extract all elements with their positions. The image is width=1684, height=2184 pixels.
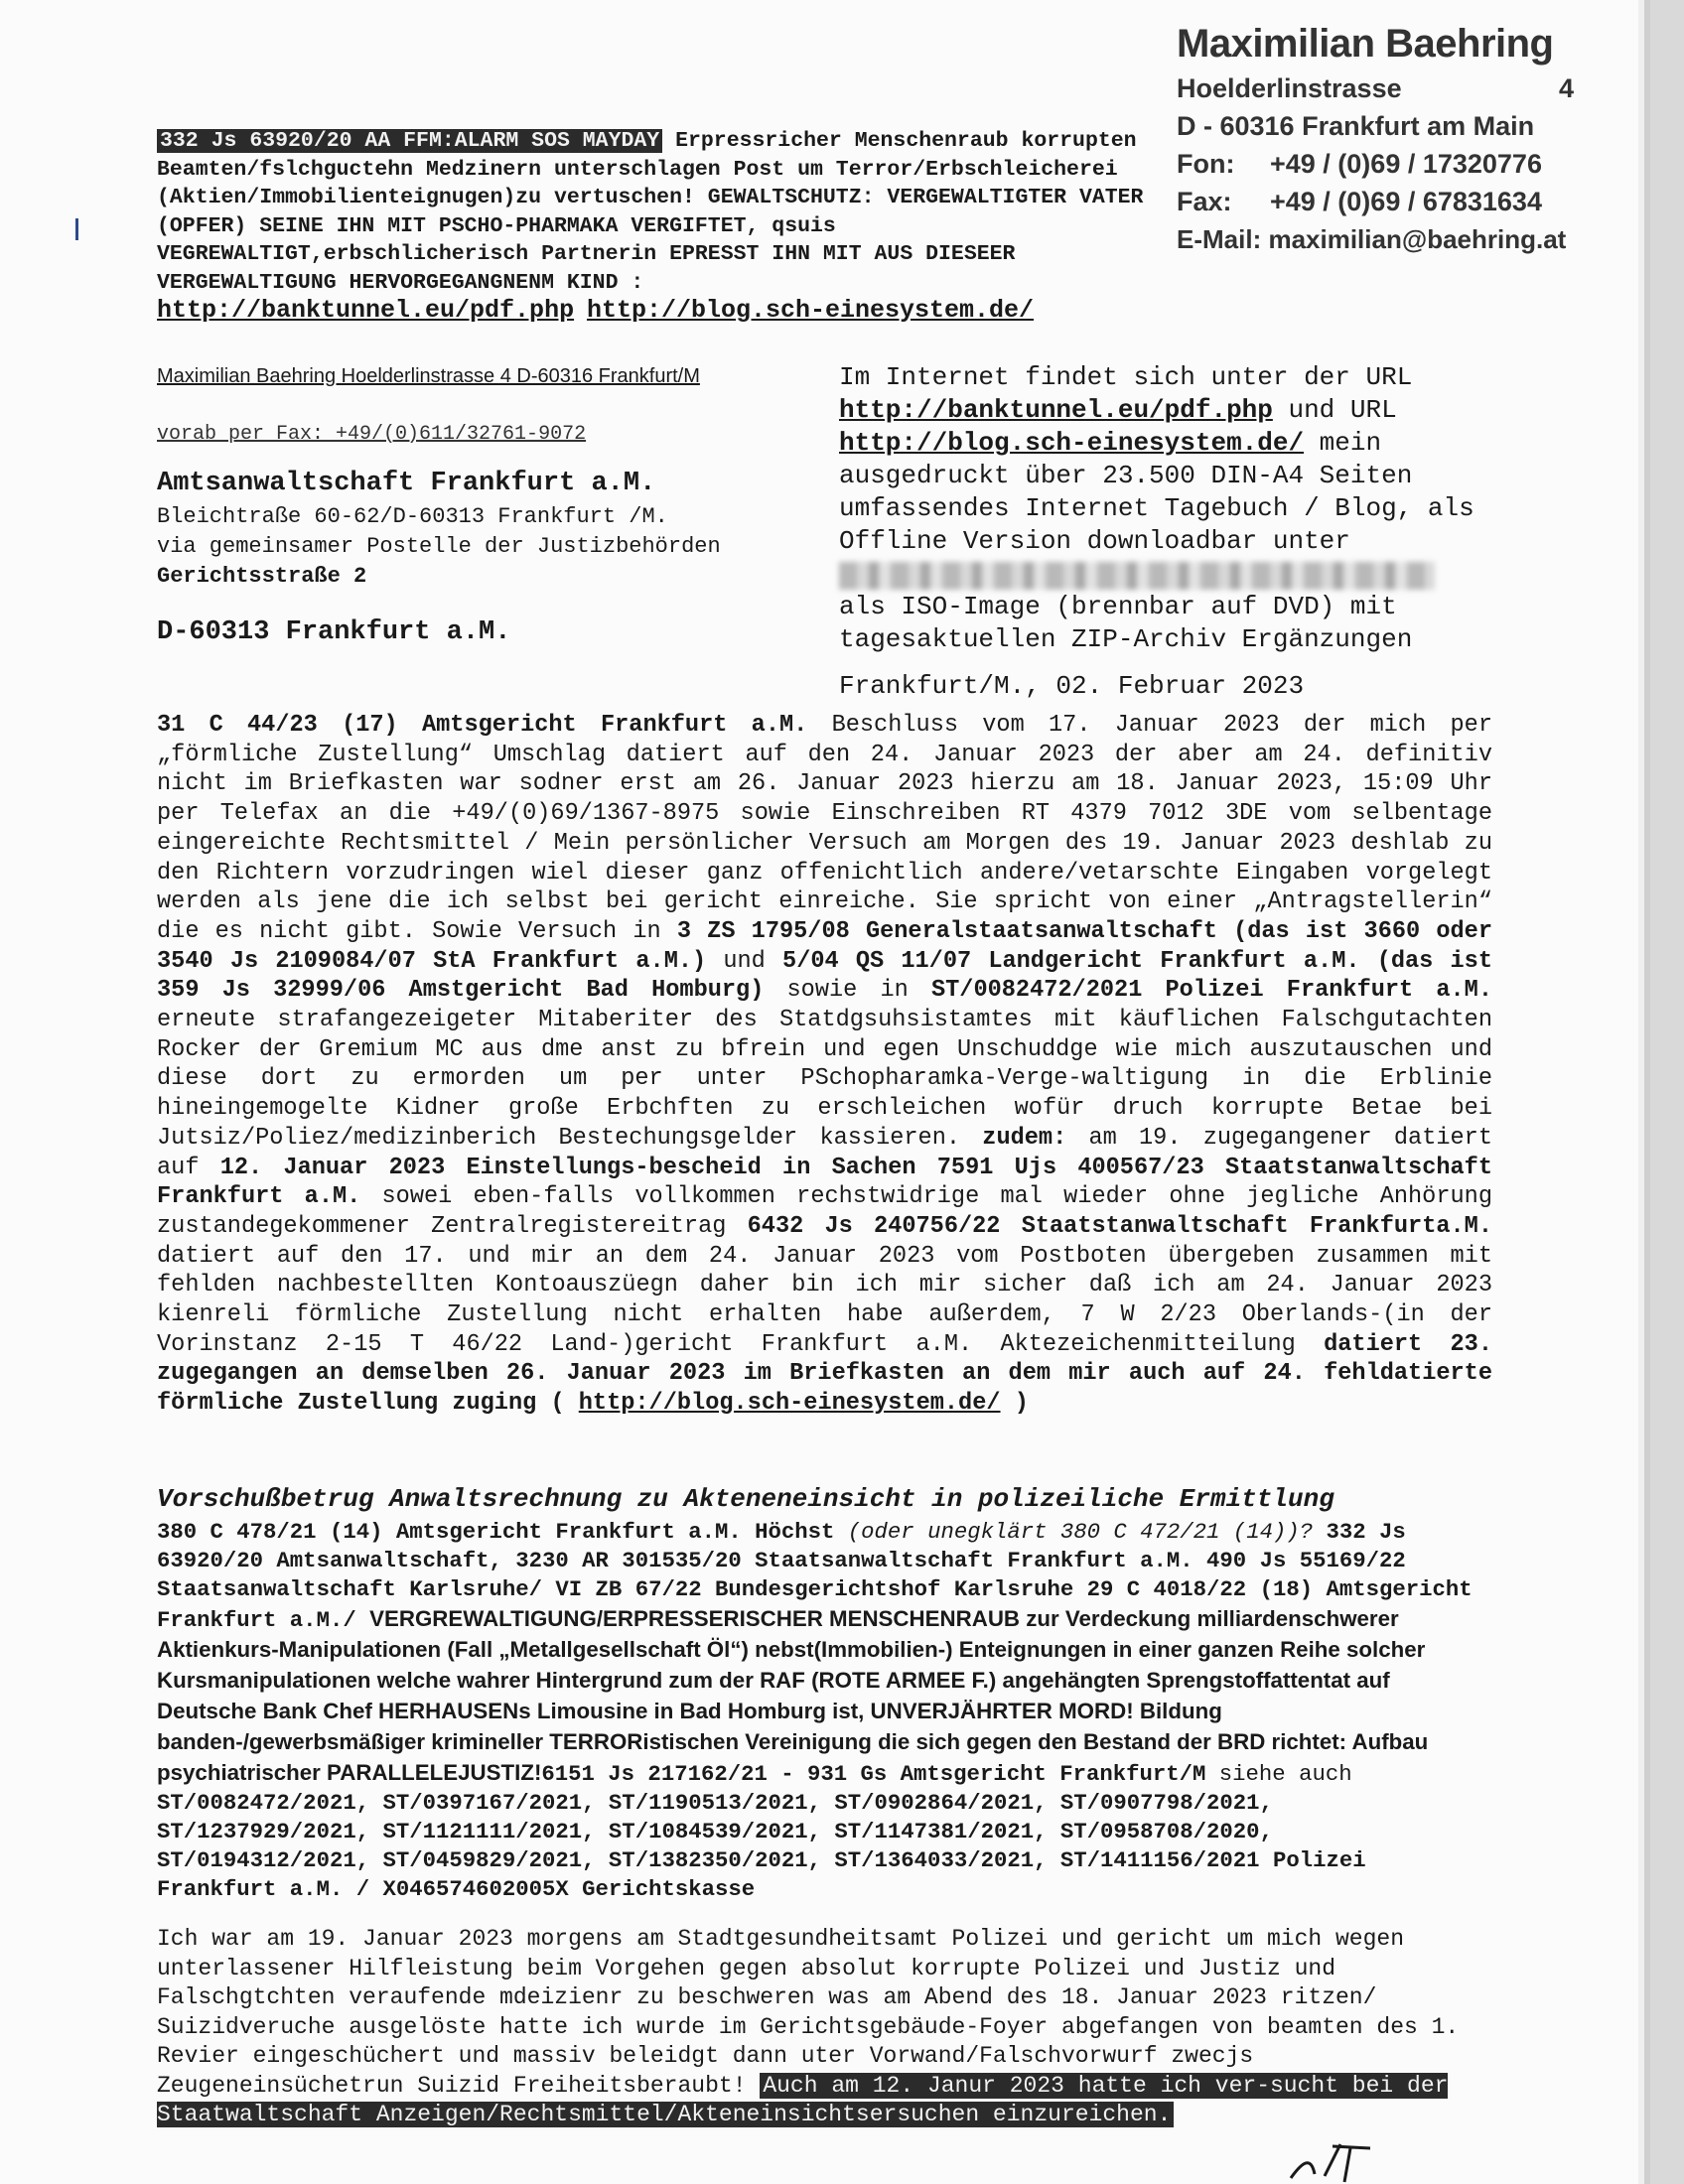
sender-city: D - 60316 Frankfurt am Main bbox=[1177, 111, 1535, 141]
case-ref: 3 ZS 1795/08 Generalstaatsanwaltschaft (das ist 3660 oder 3540 Js 2109084/07 StA Frankfurt a.M.) bbox=[157, 917, 1492, 975]
paren-close: ) bbox=[1000, 1390, 1029, 1418]
sender-name: Maximilian Baehring bbox=[1177, 22, 1554, 66]
info-block bbox=[839, 361, 1494, 656]
sender-fax: +49 / (0)69 / 67831634 bbox=[1270, 187, 1542, 216]
banktunnel-link[interactable]: http://banktunnel.eu/pdf.php bbox=[157, 296, 575, 325]
blog-link[interactable]: http://blog.sch-einesystem.de/ bbox=[586, 296, 1035, 325]
margin-mark bbox=[75, 218, 78, 240]
sender-fon-line bbox=[1177, 145, 1574, 183]
body-emphasis: datiert 23. zugegangen an demselben 26. Januar 2023 im Briefkasten an dem mir auch auf 24. fehldatierte förmliche Zustellung zuging bbox=[157, 1330, 1492, 1418]
body-text: sowei eben-falls vollkommen rechstwidrige mal wieder ohne jegliche Anhörung zustandegekommener Zentralregistereitrag bbox=[157, 1183, 1492, 1240]
body-text: erneute strafangezeigeter Mitaberiter des Statdgsuhsistamtes mit käuflichen Falschgutachten Rocker der Gremium MC aus dme anst zu bfrein und egen Unschuddge wie mich auszutauschen und diese dort zu ermorden um per unter PSchopharamka-Verge-waltigung in die Erblinie hineingemogelte Kidner große Erbchften zu erschleichen wofür druch korrupte Betae bei Jutsiz/Poliez/medizinberich Bestechungsgelder kassieren. bbox=[157, 1007, 1492, 1152]
info-link-blog[interactable]: http://blog.sch-einesystem.de/ bbox=[839, 428, 1305, 458]
paren-open: ( bbox=[536, 1390, 579, 1418]
recipient-city: D-60313 Frankfurt a.M. bbox=[157, 617, 511, 647]
closing-paragraph bbox=[157, 1925, 1492, 2130]
info-text-4: als ISO-Image (brennbar auf DVD) mit tagesaktuellen ZIP-Archiv Ergänzungen bbox=[839, 592, 1413, 654]
return-address: Maximilian Baehring Hoelderlinstrasse 4 D-60316 Frankfurt/M bbox=[157, 365, 700, 387]
body-text: Beschluss vom 17. Januar 2023 der mich per „förmliche Zustellung“ Umschlag datiert auf den 24. Januar 2023 der aber am 24. definitiv nicht im Briefkasten war sodner erst am 26. Januar 2023 hierzu am 18. Januar 2023, 15:09 Uhr per Telefax an die +49/(0)69/1367-8975 sowie Einschreiben RT 4379 7012 3DE vom selbentage eingereichte Rechtsmittel / Mein persönlicher Versuch am Morgen des 19. Januar 2023 deshlab zu den Richtern vorzudringen wiel dieser ganz offenichtlich andere/vetarschte Eingaben vorgelegt werden als jene die ich selbst bei gericht einreiche. Sie spricht von einer „Antragstellerin“ die es nicht gibt. Sowie Versuch in bbox=[157, 712, 1492, 945]
header-notice bbox=[157, 127, 1157, 327]
case-ref: 6432 Js 240756/22 Staatstanwaltschaft Frankfurta.M. bbox=[747, 1212, 1492, 1240]
info-text-3: mein ausgedruckt über 23.500 DIN-A4 Seiten umfassendes Internet Tagebuch / Blog, als Offline Version downloadbar unter bbox=[839, 428, 1474, 556]
redacted-url bbox=[839, 562, 1435, 590]
sender-street-line bbox=[1177, 69, 1574, 107]
header-notice-text: Erpressricher Menschenraub korrupten Beamten/fslchguctehn Medzinern unterschlagen Post um Terror/Erbschleicherei (Aktien/Immobilienteignugen)zu vertuschen! GEWALTSCHUTZ: VERGEWALTIGTER VATER (OPFER) SEINE IHN MIT PSCHO-PHARMAKA VERGIFTET, qsuis VEGREWALTIGT,erbschlicherisch Partnerin EPRESST IHN MIT AUS DIESEER VERGEWALTIGUNG HERVORGEGANGNENM KIND : bbox=[157, 129, 1157, 295]
body-paragraph bbox=[157, 711, 1492, 1419]
ref-f: ST/0082472/2021, ST/0397167/2021, ST/1190513/2021, ST/0902864/2021, ST/0907798/2021, ST/1237929/2021, ST/1121111/2021, ST/1084539/2021, ST/1147381/2021, ST/0958708/2020, ST/0194312/2021, ST/0459829/2021, ST/1382350/2021, ST/1364033/2021, ST/1411156/2021 Polizei Frankfurt a.M. / X046574602005X Gerichtskasse bbox=[157, 1790, 1366, 1902]
sender-email: E-Mail: maximilian@baehring.at bbox=[1177, 224, 1567, 254]
case-ref: 31 C 44/23 (17) Amtsgericht Frankfurt a.M. bbox=[157, 712, 808, 739]
body-text: und bbox=[706, 947, 783, 975]
body-emphasis: zudem: bbox=[982, 1124, 1067, 1152]
info-link-banktunnel[interactable]: http://banktunnel.eu/pdf.php bbox=[839, 395, 1273, 425]
case-ref: 5/04 QS 11/07 Landgericht Frankfurt a.M. (das ist 359 Js 32999/06 Amstgericht Bad Homburg) bbox=[157, 947, 1492, 1005]
section-subheading: Vorschußbetrug Anwaltsrechnung zu Akteneneinsicht in polizeiliche Ermittlung bbox=[157, 1484, 1334, 1514]
sender-street: Hoelderlinstrasse bbox=[1177, 73, 1402, 103]
body-blog-link[interactable]: http://blog.sch-einesystem.de/ bbox=[578, 1390, 1001, 1418]
recipient-name: Amtsanwaltschaft Frankfurt a.M. bbox=[157, 469, 656, 498]
ref-e: siehe auch bbox=[1205, 1761, 1352, 1787]
info-text-2: und URL bbox=[1272, 395, 1397, 425]
references-block bbox=[157, 1518, 1492, 1904]
sender-street-no: 4 bbox=[1558, 73, 1574, 103]
sender-block bbox=[1177, 18, 1574, 258]
body-text: datiert auf den 17. und mir an dem 24. Januar 2023 vom Postboten übergeben zusammen mit fehlden nachbestellten Kontoauszüegn daher bin ich mir sicher daß ich am 24. Januar 2023 kienreli förmliche Zustellung nicht erhalten habe außerdem, 7 W 2/23 Oberlands-(in der Vorinstanz 2-15 T 46/22 Land-)gericht Frankfurt a.M. Aktezeichenmitteilung bbox=[157, 1242, 1492, 1358]
sender-fon-label: Fon: bbox=[1177, 149, 1235, 179]
ref-c: VERGREWALTIGUNG/ERPRESSERISCHER MENSCHENRAUB zur Verdeckung milliardenschwerer Aktienkurs-Manipulationen (Fall „Metallgesellschaft Öl“) nebst(Immobilien-) Enteignungen in einer ganzen Reihe solcher Kursmanipulationen welche wahrer Hintergrund zum der RAF (ROTE ARMEE F.) angehängten Sprengstoffattentat auf Deutsche Bank Chef HERHAUSENs Limousine in Bad Homburg ist, UNVERJÄHRTER MORD! Bildung banden-/gewerbsmäßiger krimineller TERRORistischen Vereinigung die sich gegen den Bestand der BRD richtet: Aufbau psychiatrischer PARALLELEJUSTIZ! bbox=[157, 1606, 1429, 1785]
case-ref: ST/0082472/2021 Polizei Frankfurt a.M. bbox=[930, 977, 1493, 1005]
ref-a: 380 C 478/21 (14) Amtsgericht Frankfurt a.M. Höchst bbox=[157, 1519, 848, 1545]
ref-b: 332 Js 63920/20 Amtsanwaltschaft, 3230 AR 301535/20 Staatsanwaltschaft Frankfurt a.M. 490 Js 55169/22 Staatsanwaltschaft Karlsruhe/ VI ZB 67/22 Bundesgerichtshof Karlsruhe 29 C 4018/22 (18) Amtsgericht Frankfurt a.M./ bbox=[157, 1519, 1473, 1633]
ref-d: 6151 Js 217162/21 - 931 Gs Amtsgericht Frankfurt/M bbox=[541, 1761, 1206, 1787]
closing-text: Ich war am 19. Januar 2023 morgens am Stadtgesundheitsamt Polizei und gericht um mich wegen unterlassener Hilfleistung beim Vorgehen gegen absolut korrupte Polizei und Justiz und Falschgtchten veraufende mdeizienr zu beschweren was am Abend des 18. Januar 2023 ritzen/ Suizidveruche ausgelöste hatte ich wurde im Gerichtsgebäude-Foyer abgefangen von beamten des 1. Revier eingeschüchert und massiv beleidgt dann uter Vorwand/Falschvorwurf zwecjs Zeugeneinsüchetrun Suizid Freiheitsberaubt! bbox=[157, 1926, 1460, 2099]
recipient-street: Bleichtraße 60-62/D-60313 Frankfurt /M. bbox=[157, 504, 668, 529]
case-ref: 12. Januar 2023 Einstellungs-bescheid in Sachen 7591 Ujs 400567/23 Staatstanwaltschaft Frankfurt a.M. bbox=[157, 1154, 1493, 1211]
recipient-block bbox=[157, 465, 812, 647]
date-line: Frankfurt/M., 02. Februar 2023 bbox=[839, 671, 1305, 701]
ref-a-note: (oder unegklärt 380 C 472/21 (14))? bbox=[847, 1519, 1314, 1545]
sender-fon: +49 / (0)69 / 17320776 bbox=[1270, 149, 1542, 179]
signature-mark bbox=[1281, 2134, 1460, 2184]
sender-fax-line bbox=[1177, 183, 1574, 220]
info-text-1: Im Internet findet sich unter der URL bbox=[839, 362, 1413, 392]
recipient-court-street: Gerichtsstraße 2 bbox=[157, 564, 367, 589]
fax-line: vorab per Fax: +49/(0)611/32761-9072 bbox=[157, 423, 587, 446]
closing-highlight: Auch am 12. Janur 2023 hatte ich ver-sucht bei der Staatwaltschaft Anzeigen/Rechtsmittel/Akteneinsichtsersuchen einzureichen. bbox=[157, 2072, 1449, 2127]
sender-fax-label: Fax: bbox=[1177, 187, 1232, 216]
body-text: sowie in bbox=[764, 977, 931, 1005]
body-text: am 19. zugegangener datiert auf bbox=[157, 1124, 1492, 1181]
case-number-highlight: 332 Js 63920/20 AA FFM:ALARM SOS MAYDAY bbox=[157, 129, 662, 153]
recipient-via: via gemeinsamer Postelle der Justizbehörden bbox=[157, 534, 721, 559]
